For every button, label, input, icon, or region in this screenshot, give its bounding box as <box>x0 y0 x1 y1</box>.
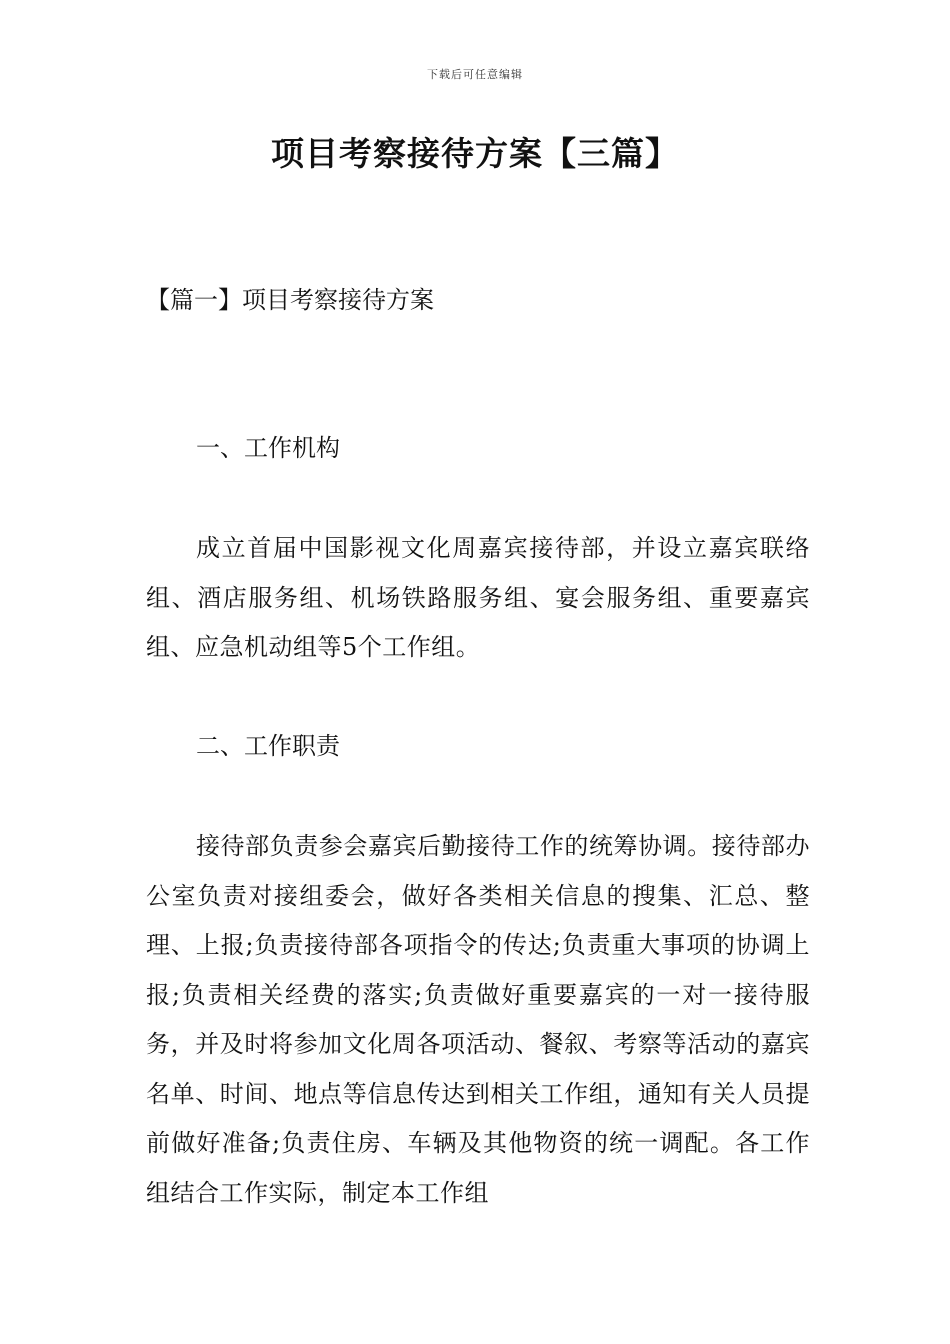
paragraph-duties: 接待部负责参会嘉宾后勤接待工作的统筹协调。接待部办公室负责对接组委会，做好各类相关信息的搜集、汇总、整理、上报;负责接待部各项指令的传达;负责重大事项的协调上报;负责相关经费的落实;负责做好重要嘉宾的一对一接待服务，并及时将参加文化周各项活动、餐叙、考察等活动的嘉宾名单、时间、地点等信息传达到相关工作组，通知有关人员提前做好准备;负责住房、车辆及其他物资的统一调配。各工作组结合工作实际，制定本工作组 <box>146 832 810 1207</box>
heading-work-organization: 一、工作机构 <box>196 434 340 462</box>
section-title: 【篇一】项目考察接待方案 <box>146 286 434 314</box>
paragraph-organization: 成立首届中国影视文化周嘉宾接待部，并设立嘉宾联络组、酒店服务组、机场铁路服务组、宴会服务组、重要嘉宾组、应急机动组等5个工作组。 <box>146 534 810 661</box>
heading-work-duties: 二、工作职责 <box>196 732 340 760</box>
document-title: 项目考察接待方案【三篇】 <box>271 134 679 173</box>
header-note: 下载后可任意编辑 <box>427 68 523 81</box>
